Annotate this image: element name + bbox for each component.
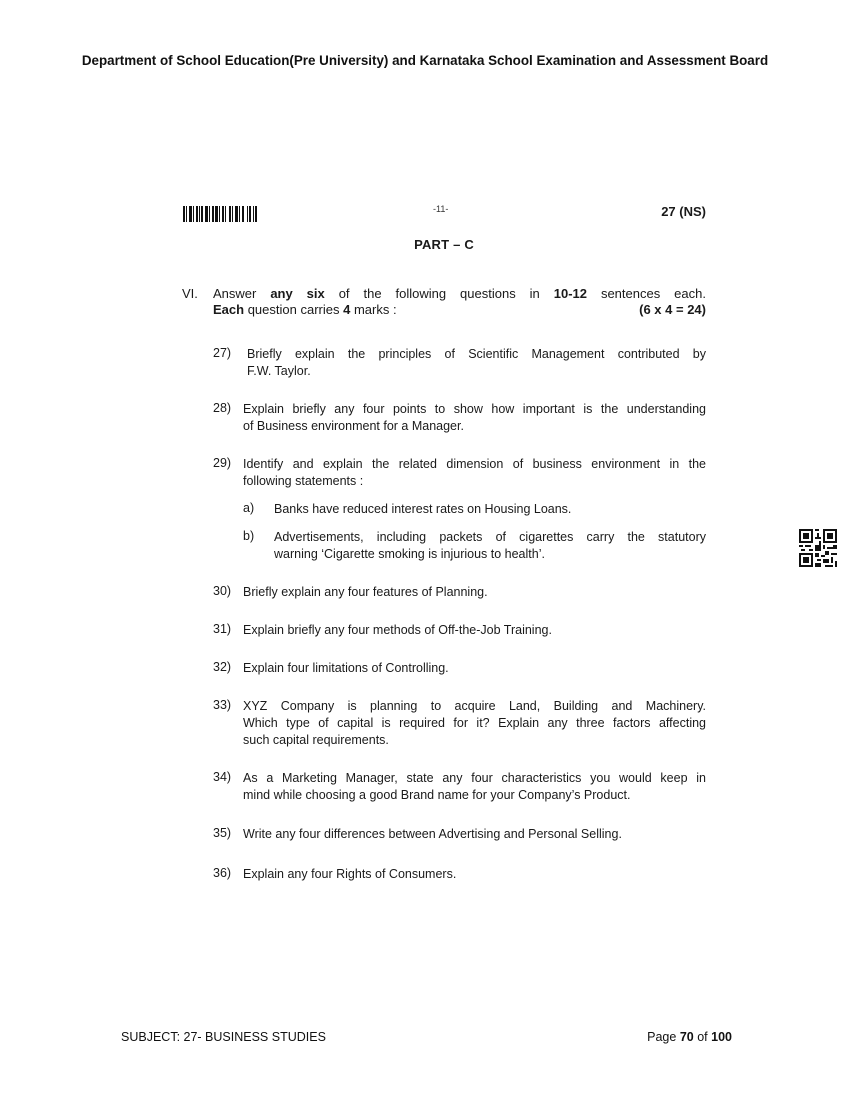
footer-subject: SUBJECT: 27- BUSINESS STUDIES: [121, 1030, 326, 1044]
question-text: XYZ Company is planning to acquire Land, Building and Machinery. Which type of capital is required for it? Explain any three factors affecting such capital requirements.: [243, 699, 706, 747]
footer-page-number: Page 70 of 100: [647, 1030, 732, 1044]
marks-allocation: (6 x 4 = 24): [639, 302, 706, 317]
question-number: 33): [213, 698, 232, 712]
question-number: 35): [213, 826, 232, 840]
question-text: As a Marketing Manager, state any four characteristics you would keep in mind while choosing a good Brand name for your Company’s Product.: [243, 771, 706, 802]
question-text: Explain briefly any four points to show how important is the understanding of Business environment for a Manager.: [243, 402, 706, 433]
subpart-text: Banks have reduced interest rates on Housing Loans.: [274, 502, 572, 516]
question-text: Explain any four Rights of Consumers.: [243, 867, 457, 881]
question-number: 30): [213, 584, 232, 598]
question-number: 32): [213, 660, 232, 674]
section-instruction-marks: Each question carries 4 marks : (6 x 4 = 24): [213, 302, 706, 317]
qr-code: [799, 529, 837, 567]
question-text: Write any four differences between Advertising and Personal Selling.: [243, 827, 622, 841]
part-title: PART – C: [414, 237, 474, 252]
question-number: 36): [213, 866, 232, 880]
section-number: VI.: [182, 286, 198, 301]
question-number: 34): [213, 770, 232, 784]
board-header: Department of School Education(Pre University) and Karnataka School Examination and Assessment Board: [81, 53, 769, 68]
question-number: 31): [213, 622, 232, 636]
question-number: 28): [213, 401, 232, 415]
subpart-text: Advertisements, including packets of cigarettes carry the statutory warning ‘Cigarette smoking is injurious to health’.: [274, 530, 706, 561]
subpart-label: b): [243, 529, 255, 543]
question-text: Briefly explain the principles of Scientific Management contributed by F.W. Taylor.: [247, 347, 706, 378]
question-text: Identify and explain the related dimension of business environment in the following statements :: [243, 457, 706, 488]
subpart-label: a): [243, 501, 255, 515]
question-text: Explain four limitations of Controlling.: [243, 661, 449, 675]
question-text: Briefly explain any four features of Planning.: [243, 585, 488, 599]
section-instruction: Answer any six of the following questions in 10-12 sentences each.: [213, 286, 706, 301]
question-text: Explain briefly any four methods of Off-the-Job Training.: [243, 623, 552, 637]
barcode: [183, 206, 271, 222]
exam-page-marker: -11-: [433, 204, 449, 214]
question-number: 29): [213, 456, 232, 470]
question-number: 27): [213, 346, 232, 360]
paper-code: 27 (NS): [661, 204, 706, 219]
